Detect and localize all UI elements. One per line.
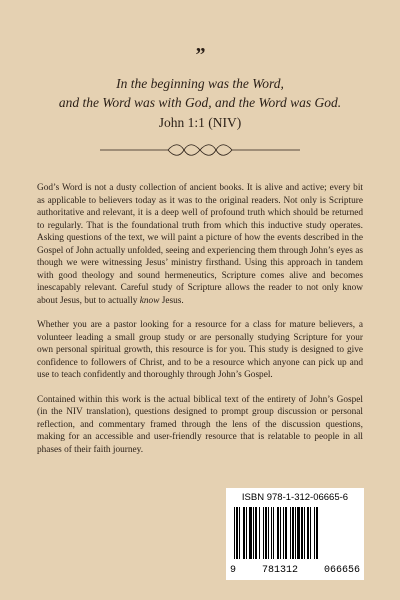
barcode-digits-right: 066656 [323,565,360,576]
scripture-quote [0,74,400,132]
quote-line-2: and the Word was with God, and the Word was God. [58,95,342,110]
emphasis-know: know [139,295,160,306]
isbn-number: ISBN 978-1-312-06665-6 [241,492,349,503]
quote-reference: John 1:1 (NIV) [158,115,242,130]
quote-line-1: In the beginning was the Word, [116,76,284,91]
barcode-digits-left: 781312 [261,565,298,576]
isbn-barcode [226,488,364,580]
description-paragraph-3: Contained within this work is the actual biblical text of the entirety of John’s Gospel (in the NIV translation), questions designed to prompt group discussion or personal reflection, and commentary framed through the lens of the discussion questions, making for an accessible and user-friendly resource that is relatable to people in all phases of their faith journey. [37,394,363,455]
barcode-digits [230,565,360,576]
quote-mark-icon: ” [195,44,205,66]
ornament-divider-icon [100,140,300,160]
description-paragraph-2: Whether you are a pastor looking for a resource for a class for mature believers, a volunteer leading a small group study or are personally studying Scripture for your own personal spiritual growth, this resource is for you. This study is designed to give confidence to followers of Christ, and to be a resource which anyone can pick up and use to teach confidently and thoroughly through John’s Gospel. [37,320,363,380]
description-paragraph-1: God’s Word is not a dusty collection of ancient books. It is alive and active; every bit as applicable to believers today as it was to the original readers. Not only is Scripture authoritative and relevant, it is a deep well of profound truth which should be returned to regularly. That is the foundational truth from which this inductive study operates. Asking questions of the text, we will paint a picture of how the events described in the Gospel of John actually unfolded, seeing and experiencing them through John’s eyes as though we were witnessing Jesus’ ministry firsthand. Using this approach in tandem with good theology and sound hermeneutics, Scripture comes alive and becomes inescapably relevant. Careful study of Scripture allows the reader to not only know about Jesus, but to actually know Jesus. [37,183,363,306]
barcode-icon [232,507,358,559]
barcode-digit-lead: 9 [230,565,237,576]
description-text [37,182,363,468]
